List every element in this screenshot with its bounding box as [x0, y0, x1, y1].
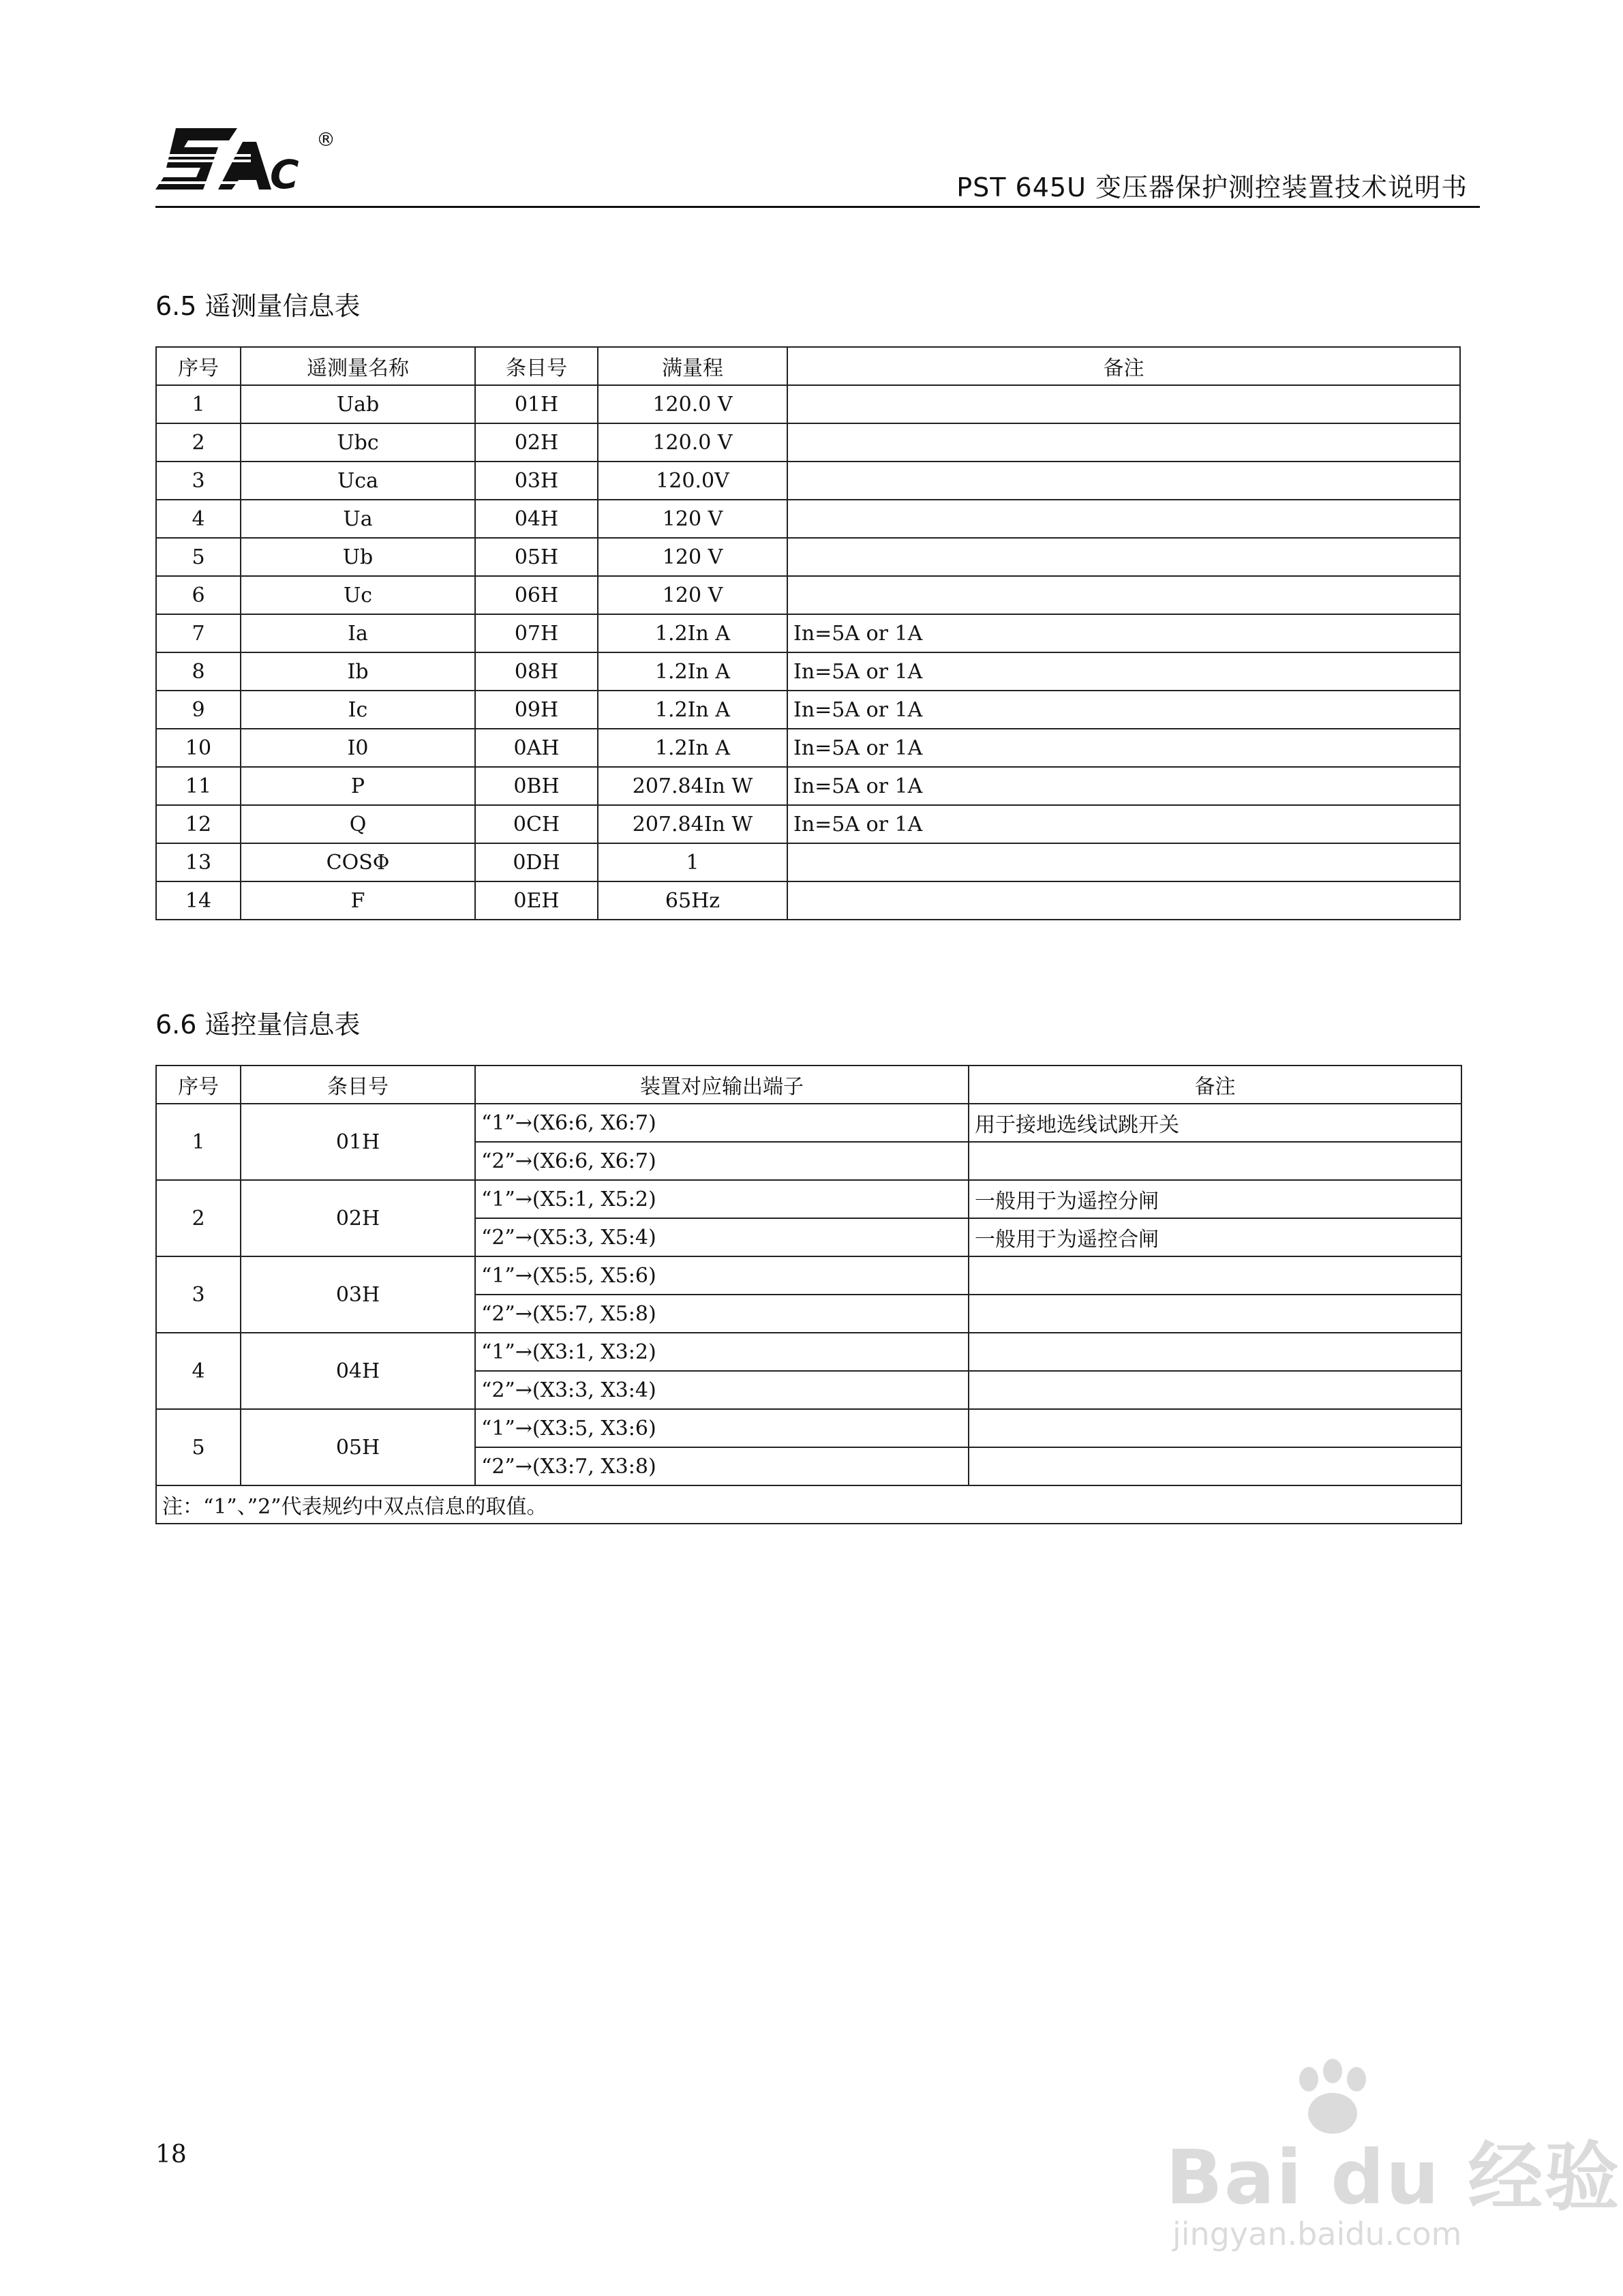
cell-range: 1.2In A — [598, 729, 787, 767]
cell-seq: 5 — [156, 1409, 241, 1485]
svg-text:C: C — [270, 151, 299, 198]
cell-seq: 5 — [156, 538, 241, 576]
cell-remark — [969, 1142, 1461, 1180]
table-row — [156, 423, 1460, 462]
cell-id: 03H — [475, 462, 598, 500]
table-row — [156, 881, 1460, 920]
col-header-remark: 备注 — [969, 1066, 1461, 1104]
cell-remark: In=5A or 1A — [787, 767, 1460, 805]
cell-terminal: “2”→(X3:3, X3:4) — [475, 1371, 969, 1409]
cell-remark: In=5A or 1A — [787, 691, 1460, 729]
cell-remark — [969, 1333, 1461, 1371]
cell-range: 1 — [598, 843, 787, 881]
cell-remark: In=5A or 1A — [787, 805, 1460, 843]
cell-seq: 2 — [156, 1180, 241, 1256]
table-row — [156, 767, 1460, 805]
cell-remark — [787, 385, 1460, 423]
table-row — [156, 843, 1460, 881]
cell-id: 02H — [475, 423, 598, 462]
cell-terminal: “2”→(X5:7, X5:8) — [475, 1295, 969, 1333]
col-header-remark: 备注 — [787, 347, 1460, 385]
cell-seq: 2 — [156, 423, 241, 462]
cell-remark: 一般用于为遥控分闸 — [969, 1180, 1461, 1218]
cell-remark — [787, 538, 1460, 576]
cell-terminal: “2”→(X3:7, X3:8) — [475, 1447, 969, 1485]
cell-terminal: “1”→(X3:5, X3:6) — [475, 1409, 969, 1447]
cell-range: 120.0 V — [598, 423, 787, 462]
cell-name: Q — [241, 805, 475, 843]
cell-terminal: “2”→(X6:6, X6:7) — [475, 1142, 969, 1180]
cell-name: Ub — [241, 538, 475, 576]
col-header-id: 条目号 — [475, 347, 598, 385]
remote-control-table — [155, 1065, 1462, 1524]
sac-logo — [155, 115, 333, 203]
table-header-row — [156, 347, 1460, 385]
cell-remark — [787, 462, 1460, 500]
cell-remark: 一般用于为遥控合闸 — [969, 1218, 1461, 1256]
cell-seq: 11 — [156, 767, 241, 805]
cell-id: 0EH — [475, 881, 598, 920]
cell-seq: 1 — [156, 1104, 241, 1180]
col-header-id: 条目号 — [241, 1066, 475, 1104]
cell-seq: 7 — [156, 614, 241, 652]
cell-remark: In=5A or 1A — [787, 729, 1460, 767]
cell-range: 120 V — [598, 576, 787, 614]
table-row — [156, 576, 1460, 614]
cell-remark — [969, 1256, 1461, 1295]
cell-id: 01H — [241, 1104, 475, 1180]
cell-range: 1.2In A — [598, 652, 787, 691]
cell-terminal: “1”→(X3:1, X3:2) — [475, 1333, 969, 1371]
cell-remark — [969, 1447, 1461, 1485]
cell-remark: In=5A or 1A — [787, 652, 1460, 691]
cell-name: F — [241, 881, 475, 920]
cell-id: 02H — [241, 1180, 475, 1256]
table-row — [156, 691, 1460, 729]
cell-id: 04H — [241, 1333, 475, 1409]
table-row — [156, 729, 1460, 767]
cell-seq: 9 — [156, 691, 241, 729]
cell-range: 120.0V — [598, 462, 787, 500]
cell-seq: 14 — [156, 881, 241, 920]
table-row — [156, 1333, 1461, 1371]
table-header-row — [156, 1066, 1461, 1104]
cell-remark: 用于接地选线试跳开关 — [969, 1104, 1461, 1142]
cell-terminal: “1”→(X5:1, X5:2) — [475, 1180, 969, 1218]
cell-seq: 3 — [156, 1256, 241, 1333]
cell-range: 120.0 V — [598, 385, 787, 423]
table-row — [156, 652, 1460, 691]
table-row — [156, 462, 1460, 500]
col-header-range: 满量程 — [598, 347, 787, 385]
cell-remark — [787, 576, 1460, 614]
baidu-jingyan-watermark — [1152, 2059, 1621, 2263]
cell-id: 08H — [475, 652, 598, 691]
telemetry-table — [155, 346, 1461, 920]
cell-seq: 4 — [156, 1333, 241, 1409]
table-row — [156, 538, 1460, 576]
cell-remark — [787, 881, 1460, 920]
table-row — [156, 500, 1460, 538]
page-number: 18 — [155, 2141, 187, 2169]
cell-name: COSΦ — [241, 843, 475, 881]
cell-id: 06H — [475, 576, 598, 614]
watermark-url: jingyan.baidu.com — [1172, 2216, 1462, 2252]
cell-id: 05H — [241, 1409, 475, 1485]
cell-seq: 1 — [156, 385, 241, 423]
table-row — [156, 1104, 1461, 1142]
cell-remark — [969, 1295, 1461, 1333]
cell-range: 1.2In A — [598, 691, 787, 729]
cell-seq: 12 — [156, 805, 241, 843]
cell-remark — [787, 500, 1460, 538]
cell-name: Uab — [241, 385, 475, 423]
cell-id: 0DH — [475, 843, 598, 881]
col-header-terminal: 装置对应输出端子 — [475, 1066, 969, 1104]
cell-id: 04H — [475, 500, 598, 538]
watermark-brand: Bai du 经验 — [1166, 2134, 1621, 2221]
cell-seq: 10 — [156, 729, 241, 767]
cell-id: 07H — [475, 614, 598, 652]
cell-name: Ubc — [241, 423, 475, 462]
cell-id: 01H — [475, 385, 598, 423]
cell-seq: 13 — [156, 843, 241, 881]
col-header-seq: 序号 — [156, 1066, 241, 1104]
header-divider — [155, 206, 1480, 208]
document-title: PST 645U 变压器保护测控装置技术说明书 — [956, 172, 1468, 202]
cell-name: Uca — [241, 462, 475, 500]
cell-terminal: “1”→(X5:5, X5:6) — [475, 1256, 969, 1295]
cell-id: 0CH — [475, 805, 598, 843]
cell-name: Ib — [241, 652, 475, 691]
cell-name: Ia — [241, 614, 475, 652]
table-row — [156, 1180, 1461, 1218]
table-row — [156, 805, 1460, 843]
cell-terminal: “2”→(X5:3, X5:4) — [475, 1218, 969, 1256]
cell-range: 120 V — [598, 538, 787, 576]
cell-remark — [787, 843, 1460, 881]
cell-remark — [787, 423, 1460, 462]
col-header-seq: 序号 — [156, 347, 241, 385]
cell-id: 09H — [475, 691, 598, 729]
cell-remark: In=5A or 1A — [787, 614, 1460, 652]
table-note: 注：“1”、”2”代表规约中双点信息的取值。 — [156, 1485, 1461, 1524]
cell-remark — [969, 1409, 1461, 1447]
cell-id: 05H — [475, 538, 598, 576]
cell-range: 1.2In A — [598, 614, 787, 652]
cell-seq: 4 — [156, 500, 241, 538]
registered-mark: ® — [316, 128, 335, 151]
cell-range: 207.84In W — [598, 767, 787, 805]
table-row — [156, 1409, 1461, 1447]
section-6-6-heading: 6.6 遥控量信息表 — [155, 1010, 361, 1040]
cell-seq: 3 — [156, 462, 241, 500]
table-row — [156, 1256, 1461, 1295]
cell-seq: 8 — [156, 652, 241, 691]
section-6-5-heading: 6.5 遥测量信息表 — [155, 291, 361, 321]
cell-id: 0AH — [475, 729, 598, 767]
table-row — [156, 614, 1460, 652]
cell-range: 207.84In W — [598, 805, 787, 843]
table-note-row — [156, 1485, 1461, 1524]
cell-name: Ua — [241, 500, 475, 538]
cell-id: 0BH — [475, 767, 598, 805]
cell-name: I0 — [241, 729, 475, 767]
cell-seq: 6 — [156, 576, 241, 614]
cell-terminal: “1”→(X6:6, X6:7) — [475, 1104, 969, 1142]
cell-id: 03H — [241, 1256, 475, 1333]
table-row — [156, 385, 1460, 423]
col-header-name: 遥测量名称 — [241, 347, 475, 385]
cell-remark — [969, 1371, 1461, 1409]
cell-name: P — [241, 767, 475, 805]
cell-range: 65Hz — [598, 881, 787, 920]
cell-name: Ic — [241, 691, 475, 729]
cell-name: Uc — [241, 576, 475, 614]
cell-range: 120 V — [598, 500, 787, 538]
